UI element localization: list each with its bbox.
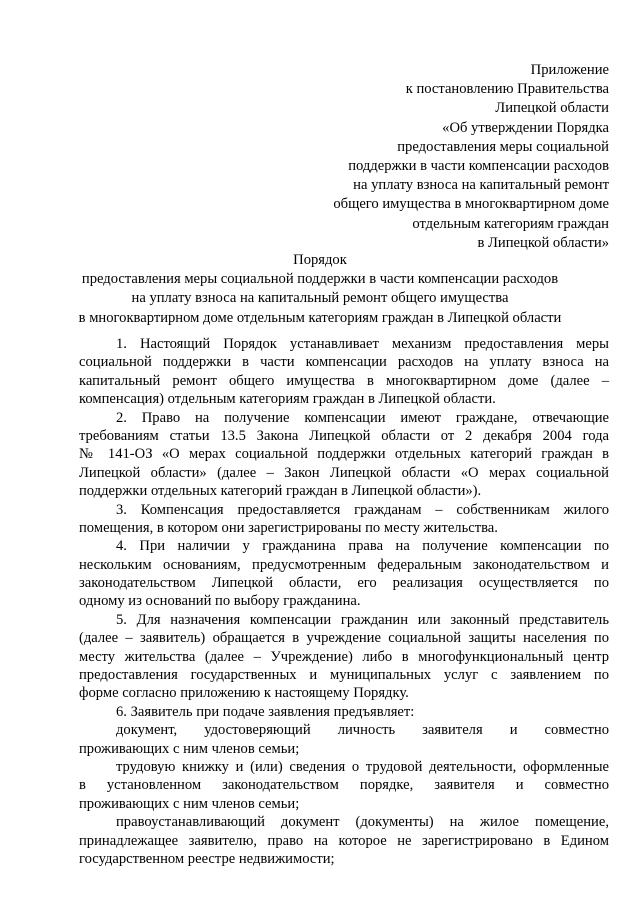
title-line: предоставления меры социальной поддержки в части компенсации расходов xyxy=(81,271,559,288)
appendix-line: на уплату взноса на капитальный ремонт xyxy=(353,177,609,194)
body-line: законодательством Липецкой области, его реализация осуществляется по xyxy=(79,575,609,592)
body-line: 1. Настоящий Порядок устанавливает механизм предоставления меры xyxy=(116,336,609,352)
body-line: капитальный ремонт общего имущества в многоквартирном доме (далее – xyxy=(79,372,609,389)
body-line: документ, удостоверяющий личность заявителя и совместно xyxy=(116,722,609,739)
body-line: (далее – заявитель) обращается в учреждение социальной защиты населения по xyxy=(79,630,609,647)
body-line: трудовую книжку и (или) сведения о трудовой деятельности, оформленные xyxy=(116,758,609,775)
body-line: поддержки отдельных категорий граждан в Липецкой области»). xyxy=(79,483,482,500)
body-line: компенсация) отдельным категориям граждан в Липецкой области. xyxy=(79,391,496,408)
body-line: проживающих с ним членов семьи; xyxy=(79,740,300,757)
body-line: проживающих с ним членов семьи; xyxy=(79,795,300,812)
body-line: 4. При наличии у гражданина права на получение компенсации по xyxy=(116,538,609,555)
body-line: месту жительства (далее – Учреждение) либо в многофункциональный центр xyxy=(79,648,609,665)
body-line: 6. Заявитель при подаче заявления предъявляет: xyxy=(116,703,415,720)
appendix-line: Липецкой области xyxy=(495,100,609,117)
body-line: одному из оснований по выбору гражданина. xyxy=(79,593,361,610)
body-line: № 141-ОЗ «О мерах социальной поддержки отдельных категорий граждан в xyxy=(79,446,609,463)
body-line: Липецкой области» (далее – Закон Липецкой области «О мерах социальной xyxy=(79,464,609,481)
body-line: 5. Для назначения компенсации гражданин или законный представитель xyxy=(116,611,609,628)
body-line: правоустанавливающий документ (документы) на жилое помещение, xyxy=(116,814,609,831)
appendix-line: к постановлению Правительства xyxy=(405,81,609,98)
body-line: форме согласно приложению к настоящему Порядку. xyxy=(79,685,409,702)
appendix-line: Приложение xyxy=(530,62,609,78)
appendix-line: отдельным категориям граждан xyxy=(412,215,609,232)
appendix-line: поддержки в части компенсации расходов xyxy=(348,158,609,175)
body-line: 2. Право на получение компенсации имеют граждане, отвечающие xyxy=(116,409,609,426)
body-line: социальной поддержки в части компенсации расходов на уплату взноса на xyxy=(79,354,609,371)
title-line: на уплату взноса на капитальный ремонт общего имущества xyxy=(131,290,509,307)
appendix-line: «Об утверждении Порядка xyxy=(442,119,609,136)
title-line: в многоквартирном доме отдельным категориям граждан в Липецкой области xyxy=(78,309,562,326)
appendix-header xyxy=(333,61,609,253)
document-body xyxy=(79,335,609,868)
body-line: принадлежащее заявителю, право на которое не зарегистрировано в Едином xyxy=(79,832,609,849)
appendix-line: в Липецкой области» xyxy=(477,234,609,251)
body-line: помещения, в котором они зарегистрированы по месту жительства. xyxy=(79,519,498,536)
appendix-line: предоставления меры социальной xyxy=(397,138,609,155)
title-heading: Порядок xyxy=(293,252,347,268)
appendix-line: общего имущества в многоквартирном доме xyxy=(333,196,609,213)
body-line: 3. Компенсация предоставляется гражданам – собственникам жилого xyxy=(116,501,609,518)
body-line: предоставления государственных и муниципальных услуг с заявлением по xyxy=(79,667,609,684)
body-line: требованиям статьи 13.5 Закона Липецкой области от 2 декабря 2004 года xyxy=(79,427,609,444)
document-title xyxy=(31,251,609,328)
body-line: в установленном законодательством порядке, заявителя и совместно xyxy=(79,777,609,794)
body-line: нескольким основаниям, предусмотренным федеральным законодательством и xyxy=(79,556,609,573)
body-line: государственном реестре недвижимости; xyxy=(79,850,335,867)
